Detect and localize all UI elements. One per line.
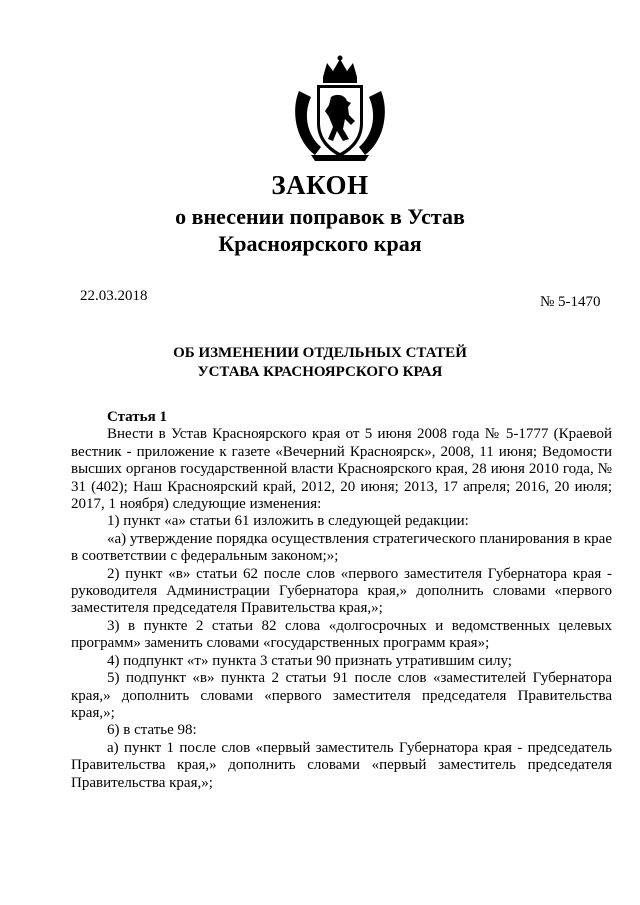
section-heading-line-1: ОБ ИЗМЕНЕНИИ ОТДЕЛЬНЫХ СТАТЕЙ bbox=[173, 345, 467, 361]
document-body bbox=[71, 409, 612, 792]
paragraph-intro: Внести в Устав Красноярского края от 5 июня 2008 года № 5-1777 (Краевой вестник - приложение к газете «Вечерний Красноярск», 2008, 11 июня; Ведомости высших органов государственной власти Красноярского края, 28 июня 2010 года, № 31 (402); Наш Красноярский край, 2012, 20 июня; 2013, 17 апреля; 2016, 20 июля; 2017, 1 ноября) следующие изменения: bbox=[71, 426, 612, 513]
paragraph-item-1-text: «а) утверждение порядка осуществления стратегического планирования в крае в соответствии с федеральным законом;»; bbox=[71, 530, 612, 565]
paragraph-item-6a: а) пункт 1 после слов «первый заместитель Губернатора края - председатель Правительства края,» дополнить словами «первый заместитель председателя Правительства края,»; bbox=[71, 739, 612, 791]
document-subtitle-line-2: Красноярского края bbox=[218, 231, 422, 256]
document-subtitle-line-1: о внесении поправок в Устав bbox=[175, 204, 465, 229]
document-title: ЗАКОН bbox=[271, 170, 369, 200]
section-heading-line-2: УСТАВА КРАСНОЯРСКОГО КРАЯ bbox=[197, 364, 443, 380]
krasnoyarsk-coat-of-arms-emblem bbox=[285, 55, 395, 165]
paragraph-item-4: 4) подпункт «т» пункта 3 статьи 90 признать утратившим силу; bbox=[107, 652, 512, 669]
paragraph-item-5: 5) подпункт «в» пункта 2 статьи 91 после слов «заместителей Губернатора края,» дополнить словами «первого заместителя председателя Правительства края,»; bbox=[71, 670, 612, 721]
paragraph-item-2: 2) пункт «в» статьи 62 после слов «первого заместителя Губернатора края - руководителя Администрации Губернатора края,» дополнить словами «первого заместителя председателя Правительства края,»; bbox=[71, 565, 612, 617]
document-number: № 5-1470 bbox=[540, 294, 601, 310]
paragraph-item-3: 3) в пункте 2 статьи 82 слова «долгосрочных и ведомственных целевых программ» заменить словами «государственных программ края»; bbox=[71, 617, 612, 652]
article-title: Статья 1 bbox=[107, 409, 167, 425]
document-date: 22.03.2018 bbox=[80, 288, 148, 304]
paragraph-item-6: 6) в статье 98: bbox=[107, 722, 197, 739]
paragraph-item-1: 1) пункт «а» статьи 61 изложить в следующей редакции: bbox=[107, 513, 469, 530]
